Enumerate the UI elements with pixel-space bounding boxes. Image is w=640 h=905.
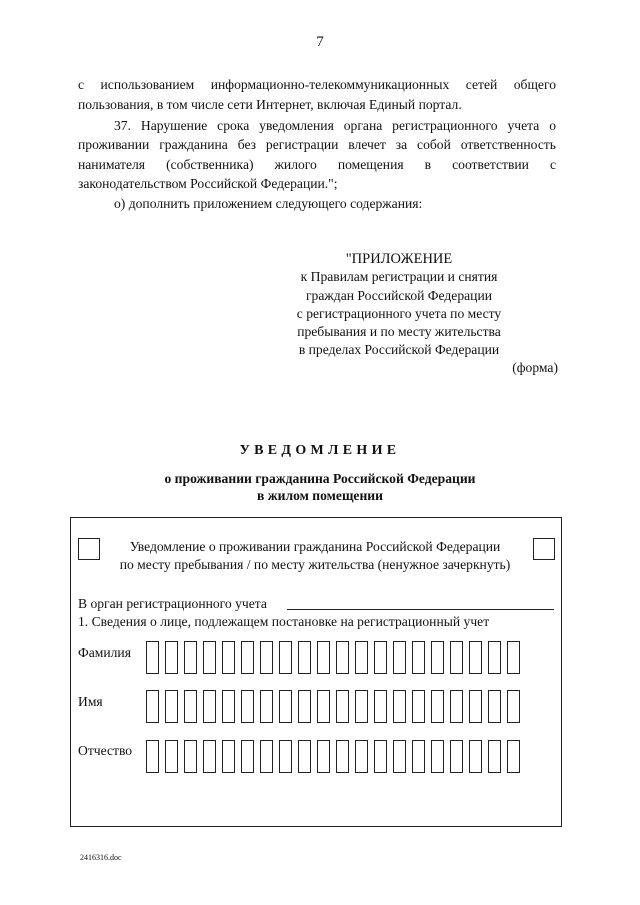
surname-cells[interactable] — [146, 641, 520, 674]
letter-cell[interactable] — [279, 641, 292, 674]
paragraph-line: законодательством Российской Федерации."; — [78, 176, 338, 191]
notice-text — [100, 538, 530, 574]
form-subtitle — [0, 470, 640, 504]
letter-cell[interactable] — [469, 690, 482, 723]
letter-cell[interactable] — [317, 740, 330, 773]
letter-cell[interactable] — [203, 641, 216, 674]
letter-cell[interactable] — [222, 690, 235, 723]
paragraph-line: нанимателя (собственника) жилого помещения в соответствии с — [78, 157, 556, 172]
letter-cell[interactable] — [165, 690, 178, 723]
letter-cell[interactable] — [450, 740, 463, 773]
letter-cell[interactable] — [260, 690, 273, 723]
letter-cell[interactable] — [336, 641, 349, 674]
letter-cell[interactable] — [336, 740, 349, 773]
letter-cell[interactable] — [336, 690, 349, 723]
letter-cell[interactable] — [488, 641, 501, 674]
form-title: УВЕДОМЛЕНИЕ — [239, 443, 401, 458]
letter-cell[interactable] — [507, 641, 520, 674]
letter-cell[interactable] — [260, 740, 273, 773]
letter-cell[interactable] — [146, 740, 159, 773]
notice-line: по месту пребывания / по месту жительства (ненужное зачеркнуть) — [119, 557, 511, 572]
field-label-patronymic: Отчество — [78, 743, 133, 758]
letter-cell[interactable] — [241, 690, 254, 723]
letter-cell[interactable] — [431, 641, 444, 674]
letter-cell[interactable] — [165, 641, 178, 674]
letter-cell[interactable] — [469, 740, 482, 773]
appendix-heading: "ПРИЛОЖЕНИЕ — [345, 251, 453, 267]
letter-cell[interactable] — [184, 641, 197, 674]
letter-cell[interactable] — [412, 740, 425, 773]
letter-cell[interactable] — [412, 690, 425, 723]
letter-cell[interactable] — [393, 690, 406, 723]
letter-cell[interactable] — [507, 690, 520, 723]
letter-cell[interactable] — [146, 641, 159, 674]
letter-cell[interactable] — [355, 690, 368, 723]
field-label-surname: Фамилия — [78, 645, 131, 660]
letter-cell[interactable] — [241, 641, 254, 674]
letter-cell[interactable] — [184, 690, 197, 723]
letter-cell[interactable] — [146, 690, 159, 723]
appendix-line: в пределах Российской Федерации — [298, 342, 500, 358]
letter-cell[interactable] — [203, 740, 216, 773]
letter-cell[interactable] — [298, 690, 311, 723]
section-heading: 1. Сведения о лице, подлежащем постановке на регистрационный учет — [78, 614, 490, 629]
letter-cell[interactable] — [431, 690, 444, 723]
letter-cell[interactable] — [279, 740, 292, 773]
page-number: 7 — [316, 34, 324, 50]
appendix-line: с регистрационного учета по месту — [296, 305, 502, 321]
letter-cell[interactable] — [374, 690, 387, 723]
paragraph-line: пользования, в том числе сети Интернет, включая Единый портал. — [78, 97, 462, 112]
notice-checkbox-left[interactable] — [78, 538, 100, 560]
paragraph-line: 37. Нарушение срока уведомления органа регистрационного учета о — [114, 118, 556, 133]
organ-input-line[interactable] — [287, 609, 554, 610]
appendix-block — [270, 250, 528, 360]
appendix-line: пребывания и по месту жительства — [297, 324, 501, 340]
letter-cell[interactable] — [355, 641, 368, 674]
letter-cell[interactable] — [317, 690, 330, 723]
letter-cell[interactable] — [279, 690, 292, 723]
letter-cell[interactable] — [317, 641, 330, 674]
paragraph-line: о) дополнить приложением следующего содержания: — [114, 196, 423, 211]
letter-cell[interactable] — [393, 641, 406, 674]
organ-label: В орган регистрационного учета — [78, 596, 267, 611]
letter-cell[interactable] — [374, 641, 387, 674]
paragraph-line: с использованием информационно-телекоммуникационных сетей общего — [78, 77, 556, 92]
letter-cell[interactable] — [355, 740, 368, 773]
letter-cell[interactable] — [507, 740, 520, 773]
letter-cell[interactable] — [488, 690, 501, 723]
letter-cell[interactable] — [450, 641, 463, 674]
letter-cell[interactable] — [450, 690, 463, 723]
appendix-line: к Правилам регистрации и снятия — [300, 269, 498, 285]
form-subtitle-line: о проживании гражданина Российской Федерации — [164, 471, 476, 486]
letter-cell[interactable] — [431, 740, 444, 773]
letter-cell[interactable] — [203, 690, 216, 723]
field-label-name: Имя — [78, 694, 103, 709]
notice-checkbox-right[interactable] — [533, 538, 555, 560]
letter-cell[interactable] — [469, 641, 482, 674]
letter-cell[interactable] — [488, 740, 501, 773]
letter-cell[interactable] — [298, 641, 311, 674]
document-footer: 2416316.doc — [80, 853, 122, 862]
letter-cell[interactable] — [222, 641, 235, 674]
paragraph-line: проживании гражданина без регистрации влечет за собой ответственность — [78, 137, 556, 152]
notice-line: Уведомление о проживании гражданина Российской Федерации — [129, 539, 501, 554]
letter-cell[interactable] — [393, 740, 406, 773]
letter-cell[interactable] — [165, 740, 178, 773]
patronymic-cells[interactable] — [146, 740, 520, 773]
letter-cell[interactable] — [412, 641, 425, 674]
letter-cell[interactable] — [241, 740, 254, 773]
letter-cell[interactable] — [222, 740, 235, 773]
name-cells[interactable] — [146, 690, 520, 723]
letter-cell[interactable] — [374, 740, 387, 773]
letter-cell[interactable] — [298, 740, 311, 773]
letter-cell[interactable] — [260, 641, 273, 674]
letter-cell[interactable] — [184, 740, 197, 773]
form-label: (форма) — [512, 360, 558, 375]
form-subtitle-line: в жилом помещении — [257, 488, 383, 503]
appendix-line: граждан Российской Федерации — [305, 287, 492, 303]
